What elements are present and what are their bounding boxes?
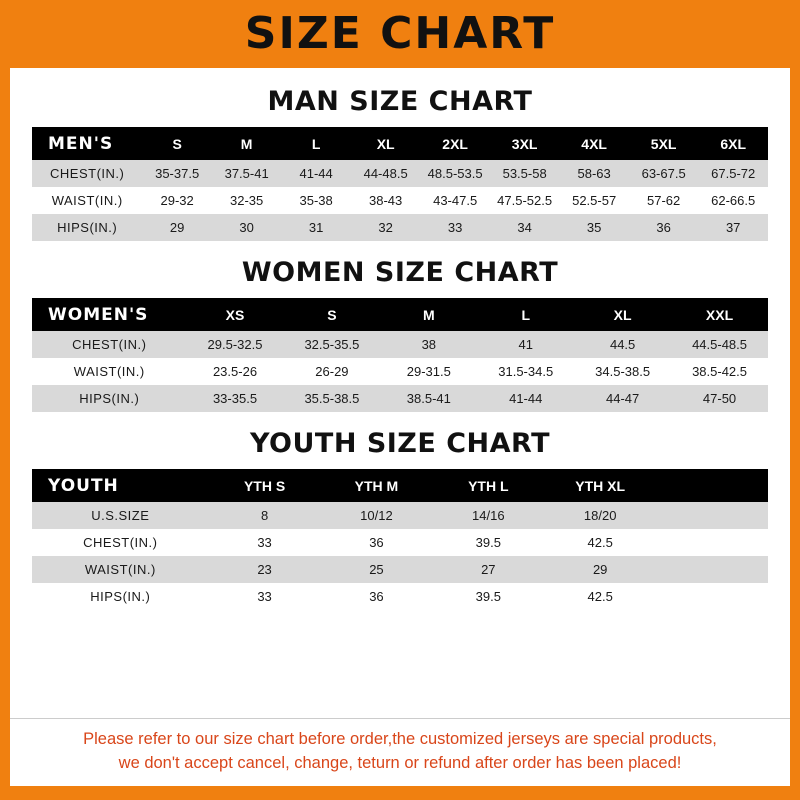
men-header-cell: 2XL [420, 127, 490, 160]
table-row [32, 331, 768, 358]
table-cell: 38.5-41 [380, 385, 477, 412]
table-cell: 39.5 [432, 583, 544, 610]
table-cell: 57-62 [629, 187, 699, 214]
men-header-cell: L [281, 127, 351, 160]
table-cell: 18/20 [544, 502, 656, 529]
women-header-cell: S [283, 298, 380, 331]
table-cell: 39.5 [432, 529, 544, 556]
table-cell: 23.5-26 [187, 358, 284, 385]
table-cell: 41-44 [477, 385, 574, 412]
table-cell: 47-50 [671, 385, 768, 412]
table-cell: 47.5-52.5 [490, 187, 560, 214]
table-cell: 44.5 [574, 331, 671, 358]
table-cell: 36 [321, 583, 433, 610]
youth-size-table [32, 469, 768, 610]
table-cell: 53.5-58 [490, 160, 560, 187]
table-cell: 33 [209, 529, 321, 556]
table-cell: 32.5-35.5 [283, 331, 380, 358]
table-cell: 33 [209, 583, 321, 610]
row-label: CHEST(IN.) [32, 160, 142, 187]
youth-table-body [32, 502, 768, 610]
row-label: U.S.SIZE [32, 502, 209, 529]
men-header-cell: 5XL [629, 127, 699, 160]
men-header-cell: M [212, 127, 282, 160]
table-cell: 35.5-38.5 [283, 385, 380, 412]
section-title-youth: YOUTH SIZE CHART [249, 428, 551, 459]
row-label: HIPS(IN.) [32, 214, 142, 241]
table-cell-spacer [656, 502, 768, 529]
table-cell: 67.5-72 [698, 160, 768, 187]
table-header-row [32, 127, 768, 160]
table-cell: 35-38 [281, 187, 351, 214]
women-table-header [32, 298, 768, 331]
table-row [32, 214, 768, 241]
table-cell-spacer [656, 583, 768, 610]
youth-header-cell: YTH S [209, 469, 321, 502]
table-cell: 23 [209, 556, 321, 583]
youth-header-cell: YTH XL [544, 469, 656, 502]
table-cell: 44-48.5 [351, 160, 421, 187]
youth-header-spacer [656, 469, 768, 502]
table-cell: 8 [209, 502, 321, 529]
table-cell: 33 [420, 214, 490, 241]
row-label: WAIST(IN.) [32, 187, 142, 214]
men-table-body [32, 160, 768, 241]
row-label: CHEST(IN.) [32, 529, 209, 556]
men-header-cell: 3XL [490, 127, 560, 160]
table-cell: 10/12 [321, 502, 433, 529]
table-cell: 41 [477, 331, 574, 358]
row-label: WAIST(IN.) [32, 358, 187, 385]
table-cell: 38-43 [351, 187, 421, 214]
men-size-table [32, 127, 768, 241]
table-cell: 29-31.5 [380, 358, 477, 385]
table-cell: 63-67.5 [629, 160, 699, 187]
table-cell: 48.5-53.5 [420, 160, 490, 187]
table-cell: 29-32 [142, 187, 212, 214]
table-cell: 26-29 [283, 358, 380, 385]
row-label: WAIST(IN.) [32, 556, 209, 583]
table-cell: 42.5 [544, 583, 656, 610]
table-cell: 44.5-48.5 [671, 331, 768, 358]
table-cell: 35 [559, 214, 629, 241]
table-row [32, 187, 768, 214]
section-title-women: WOMEN SIZE CHART [241, 257, 559, 288]
women-header-label: WOMEN'S [32, 298, 187, 331]
table-cell: 41-44 [281, 160, 351, 187]
table-cell: 43-47.5 [420, 187, 490, 214]
men-header-cell: XL [351, 127, 421, 160]
women-header-cell: XXL [671, 298, 768, 331]
table-cell: 29 [544, 556, 656, 583]
table-cell: 38 [380, 331, 477, 358]
men-header-cell: S [142, 127, 212, 160]
page-title: SIZE CHART [244, 8, 556, 59]
table-row [32, 385, 768, 412]
table-row [32, 502, 768, 529]
table-cell: 52.5-57 [559, 187, 629, 214]
women-header-cell: M [380, 298, 477, 331]
table-cell: 34 [490, 214, 560, 241]
table-cell: 14/16 [432, 502, 544, 529]
table-row [32, 358, 768, 385]
table-cell: 32 [351, 214, 421, 241]
men-header-cell: 4XL [559, 127, 629, 160]
table-cell: 29 [142, 214, 212, 241]
women-header-cell: XL [574, 298, 671, 331]
row-label: HIPS(IN.) [32, 583, 209, 610]
women-header-cell: XS [187, 298, 284, 331]
table-header-row [32, 469, 768, 502]
table-row [32, 160, 768, 187]
table-cell: 37 [698, 214, 768, 241]
table-cell: 33-35.5 [187, 385, 284, 412]
section-title-men: MAN SIZE CHART [267, 86, 533, 117]
table-cell-spacer [656, 556, 768, 583]
youth-header-cell: YTH L [432, 469, 544, 502]
table-cell: 38.5-42.5 [671, 358, 768, 385]
women-size-table [32, 298, 768, 412]
women-table-body [32, 331, 768, 412]
youth-table-header [32, 469, 768, 502]
table-cell: 25 [321, 556, 433, 583]
men-header-cell: 6XL [698, 127, 768, 160]
table-row [32, 583, 768, 610]
table-row [32, 556, 768, 583]
table-cell: 30 [212, 214, 282, 241]
footer-line-1: Please refer to our size chart before order,the customized jerseys are special products, [83, 730, 717, 749]
table-cell: 37.5-41 [212, 160, 282, 187]
table-cell: 32-35 [212, 187, 282, 214]
table-cell: 29.5-32.5 [187, 331, 284, 358]
table-cell-spacer [656, 529, 768, 556]
table-cell: 35-37.5 [142, 160, 212, 187]
banner [0, 0, 800, 68]
table-cell: 36 [321, 529, 433, 556]
table-cell: 34.5-38.5 [574, 358, 671, 385]
women-header-cell: L [477, 298, 574, 331]
men-header-label: MEN'S [32, 127, 142, 160]
table-row [32, 529, 768, 556]
row-label: HIPS(IN.) [32, 385, 187, 412]
table-cell: 44-47 [574, 385, 671, 412]
table-cell: 27 [432, 556, 544, 583]
bottom-accent-bar [0, 786, 800, 800]
table-cell: 58-63 [559, 160, 629, 187]
footer-line-2: we don't accept cancel, change, teturn or refund after order has been placed! [118, 753, 682, 772]
table-cell: 42.5 [544, 529, 656, 556]
table-cell: 36 [629, 214, 699, 241]
table-cell: 62-66.5 [698, 187, 768, 214]
men-table-header [32, 127, 768, 160]
youth-header-label: YOUTH [32, 469, 209, 502]
content-area [10, 68, 790, 718]
table-header-row [32, 298, 768, 331]
row-label: CHEST(IN.) [32, 331, 187, 358]
table-cell: 31 [281, 214, 351, 241]
youth-header-cell: YTH M [321, 469, 433, 502]
footer-note [10, 718, 790, 786]
table-cell: 31.5-34.5 [477, 358, 574, 385]
